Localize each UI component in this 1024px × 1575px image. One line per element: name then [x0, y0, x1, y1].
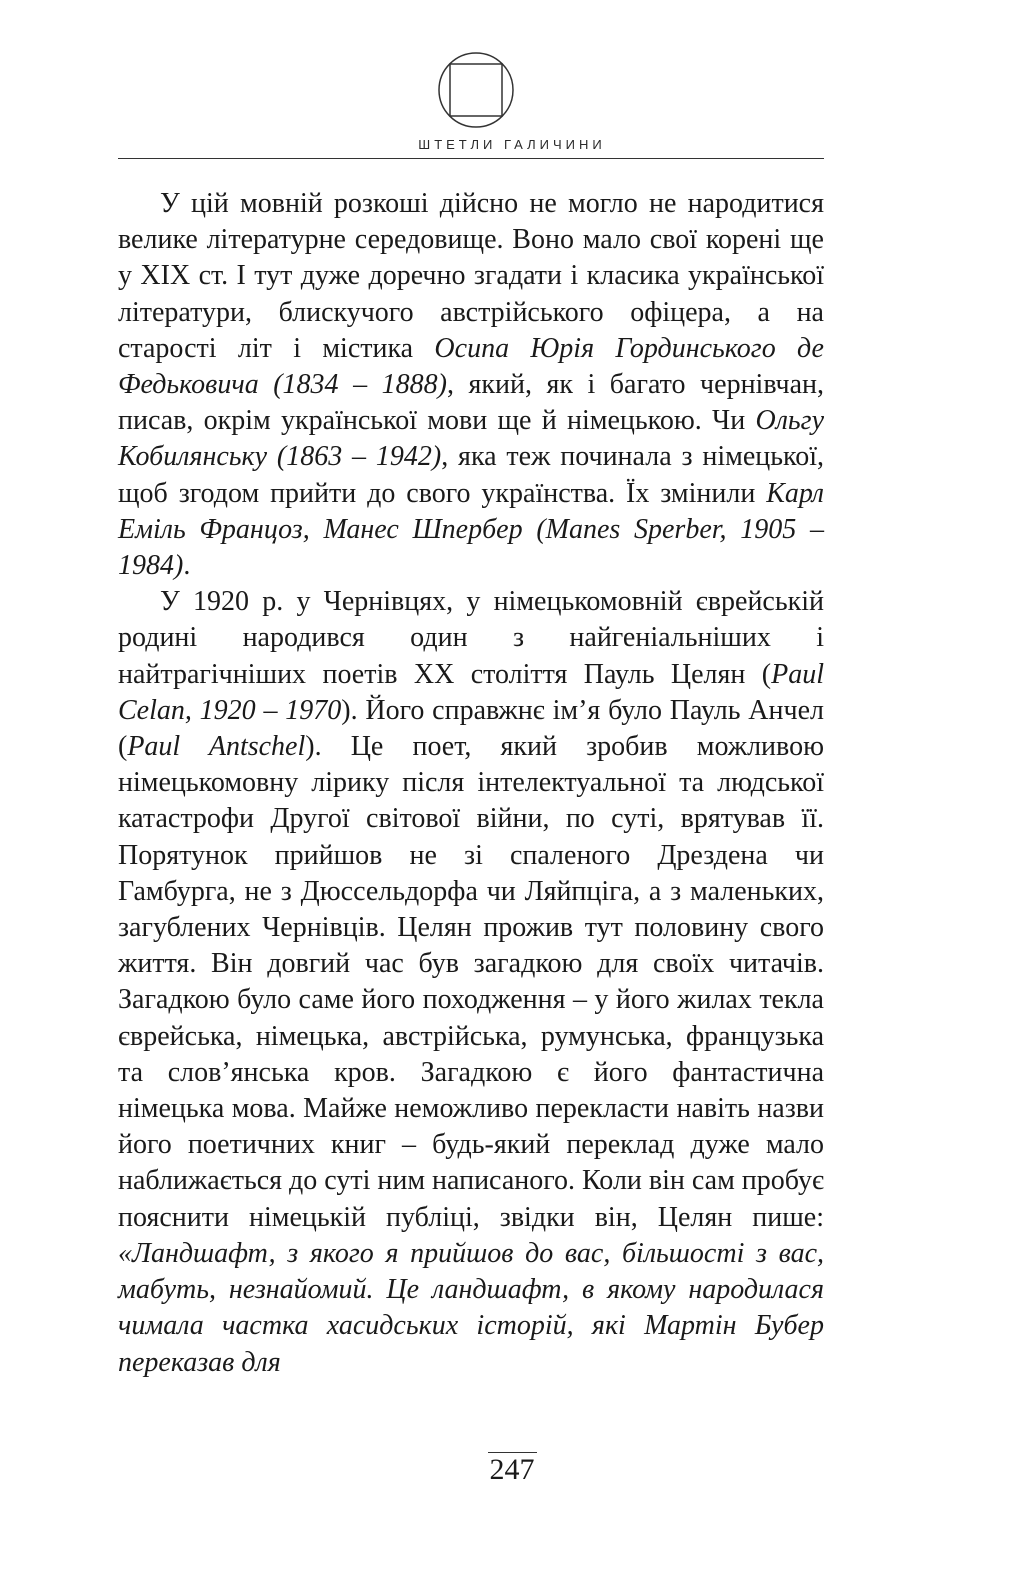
body-text: [118, 186, 824, 1381]
paragraph: [118, 584, 824, 1380]
running-head: ШТЕТЛИ ГАЛИЧИНИ: [418, 137, 606, 152]
italic-run: Осипа Юрія Гординського де Федьковича (1834 – 1888): [118, 332, 824, 401]
italic-run: Paul Celan, 1920 – 1970: [118, 658, 824, 726]
italic-run: Paul Antschel: [127, 731, 306, 763]
text-run: У 1920 р. у Чернівцях, у німецькомовній єврейській родині народився один з найгеніальніших і найтрагічніших поетів ХХ століття Пауль Целян (: [118, 586, 824, 690]
paragraph: [118, 186, 824, 584]
italic-run: Карл Еміль Францоз, Манес Шпербер (Manes Sperber, 1905 – 1984): [118, 477, 824, 582]
text-run: .: [183, 550, 191, 582]
page-number-container: [0, 1453, 1024, 1487]
text-run: У цій мовній розкоші дійсно не могло не народитися велике літературне середовище. Воно мало свої корені ще у ХІХ ст. І тут дуже доречно згадати і класика української літератури, блискучого австрійського офіцера, а на старості літ і містика: [118, 188, 824, 364]
page-number: 247: [489, 1453, 535, 1486]
italic-run: Ольгу Кобилянську (1863 – 1942): [118, 405, 824, 473]
text-run: , яка теж починала з німецької, щоб згодом прийти до свого українства. Їх змінили: [118, 441, 824, 509]
text-run: ). Це поет, який зробив можливою німецькомовну лірику після інтелектуальної та людської катастрофи Другої світової війни, по суті, врятував її. Порятунок прийшов не зі спаленого Дрездена чи Гамбурга, не з Дюссельдорфа чи Ляйпціга, а з маленьких, загублених Чернівців. Целян прожив тут половину свого життя. Він довгий час був загадкою для своїх читачів. Загадкою було саме його походження – у його жилах текла єврейська, німецька, австрійська, румунська, французька та слов’янська кров. Загадкою є його фантастична німецька мова. Майже неможливо перекласти навіть назви його поетичних книг – будь-який переклад дуже мало наближається до суті ним написаного. Коли він сам пробує пояснити німецькій публіці, звідки він, Целян пише:: [118, 731, 824, 1233]
italic-run: «Ландшафт, з якого я прийшов до вас, більшості з вас, мабуть, незнайомий. Це ландшафт, в якому народилася чимала частка хасидських історій, які Мартін Бубер переказав для: [118, 1237, 824, 1378]
text-run: ). Його справжнє ім’я було Пауль Анчел (: [118, 694, 824, 763]
text-run: , який, як і багато чернівчан, писав, окрім української мови ще й німецькою. Чи: [118, 369, 824, 437]
header-rule: [118, 158, 824, 159]
circle-square-emblem-icon: [436, 50, 516, 130]
